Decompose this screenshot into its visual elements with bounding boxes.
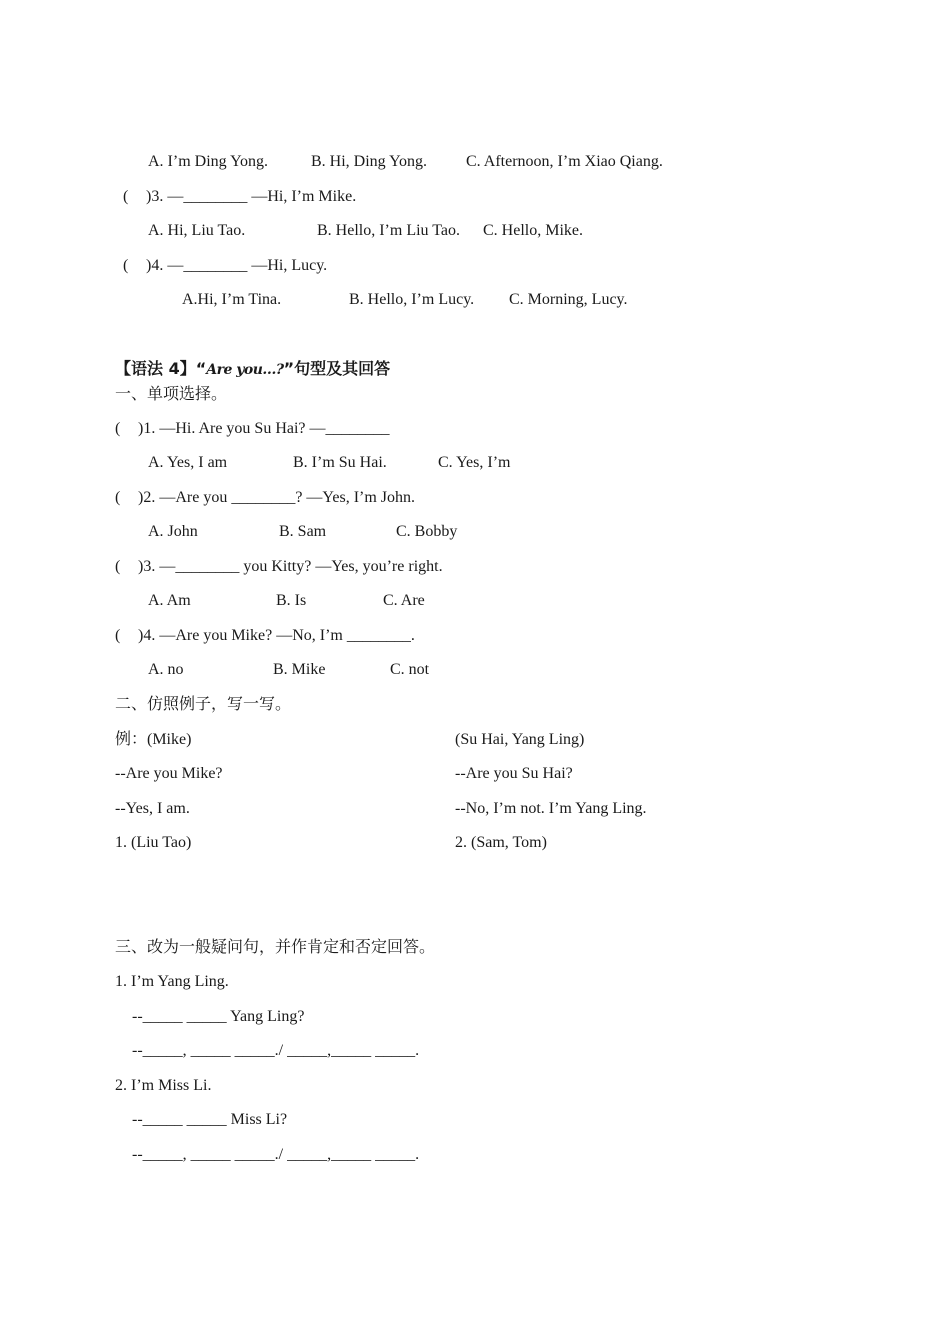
question-stem: )4. —________ —Hi, Lucy. [146, 257, 328, 274]
option-a: A. I’m Ding Yong. [148, 153, 269, 170]
option-c: C. Are [383, 592, 425, 609]
option-b: B. Is [276, 592, 307, 609]
exercise-item: 1. (Liu Tao) [115, 834, 192, 851]
option-b: B. I’m Su Hai. [293, 454, 387, 471]
section-title-prefix: 【语法 4】“ [115, 359, 207, 378]
part-heading: 三、改为一般疑问句，并作肯定和否定回答。 [115, 939, 436, 956]
option-a: A. no [148, 661, 184, 678]
exercise-sentence: 2. I’m Miss Li. [115, 1077, 212, 1094]
example-question: --Are you Su Hai? [455, 765, 573, 782]
answer-paren: ( [115, 489, 121, 506]
answer-paren: ( [115, 627, 121, 644]
option-a: A. Am [148, 592, 191, 609]
answer-paren: ( [123, 188, 129, 205]
option-c: C. Afternoon, I’m Xiao Qiang. [466, 153, 663, 170]
fill-in-question: --_____ _____ Yang Ling? [132, 1008, 305, 1025]
question-stem: )3. —________ you Kitty? —Yes, you’re right. [138, 558, 443, 575]
option-a: A. Yes, I am [148, 454, 228, 471]
fill-in-answer: --_____, _____ _____./ _____,_____ _____. [132, 1146, 420, 1163]
part-heading: 二、仿照例子，写一写。 [115, 696, 292, 713]
section-title [115, 359, 390, 380]
fill-in-question: --_____ _____ Miss Li? [132, 1111, 288, 1128]
example-label: 例：(Mike) [115, 731, 192, 748]
option-a: A. John [148, 523, 198, 540]
part-heading: 一、单项选择。 [115, 386, 228, 403]
option-a: A.Hi, I’m Tina. [182, 291, 282, 308]
section-title-pattern: Are you…? [206, 362, 284, 378]
answer-paren: ( [123, 257, 129, 274]
option-b: B. Hi, Ding Yong. [311, 153, 428, 170]
example-answer: --No, I’m not. I’m Yang Ling. [455, 800, 647, 817]
fill-in-answer: --_____, _____ _____./ _____,_____ _____. [132, 1042, 420, 1059]
option-c: C. Hello, Mike. [483, 222, 583, 239]
question-stem: )1. —Hi. Are you Su Hai? —________ [138, 420, 390, 437]
answer-paren: ( [115, 558, 121, 575]
option-b: B. Hello, I’m Liu Tao. [317, 222, 461, 239]
option-c: C. Morning, Lucy. [509, 291, 628, 308]
option-b: B. Sam [279, 523, 327, 540]
option-b: B. Mike [273, 661, 326, 678]
option-c: C. Bobby [396, 523, 458, 540]
question-stem: )4. —Are you Mike? —No, I’m ________. [138, 627, 415, 644]
exercise-sentence: 1. I’m Yang Ling. [115, 973, 229, 990]
answer-paren: ( [115, 420, 121, 437]
question-stem: )2. —Are you ________? —Yes, I’m John. [138, 489, 416, 506]
option-c: C. not [390, 661, 430, 678]
section-title-suffix: ”句型及其回答 [283, 359, 391, 378]
option-c: C. Yes, I’m [438, 454, 511, 471]
question-stem: )3. —________ —Hi, I’m Mike. [146, 188, 357, 205]
exercise-item: 2. (Sam, Tom) [455, 834, 547, 851]
option-b: B. Hello, I’m Lucy. [349, 291, 475, 308]
example-answer: --Yes, I am. [115, 800, 190, 817]
example-question: --Are you Mike? [115, 765, 223, 782]
option-a: A. Hi, Liu Tao. [148, 222, 246, 239]
example-names: (Su Hai, Yang Ling) [455, 731, 585, 748]
